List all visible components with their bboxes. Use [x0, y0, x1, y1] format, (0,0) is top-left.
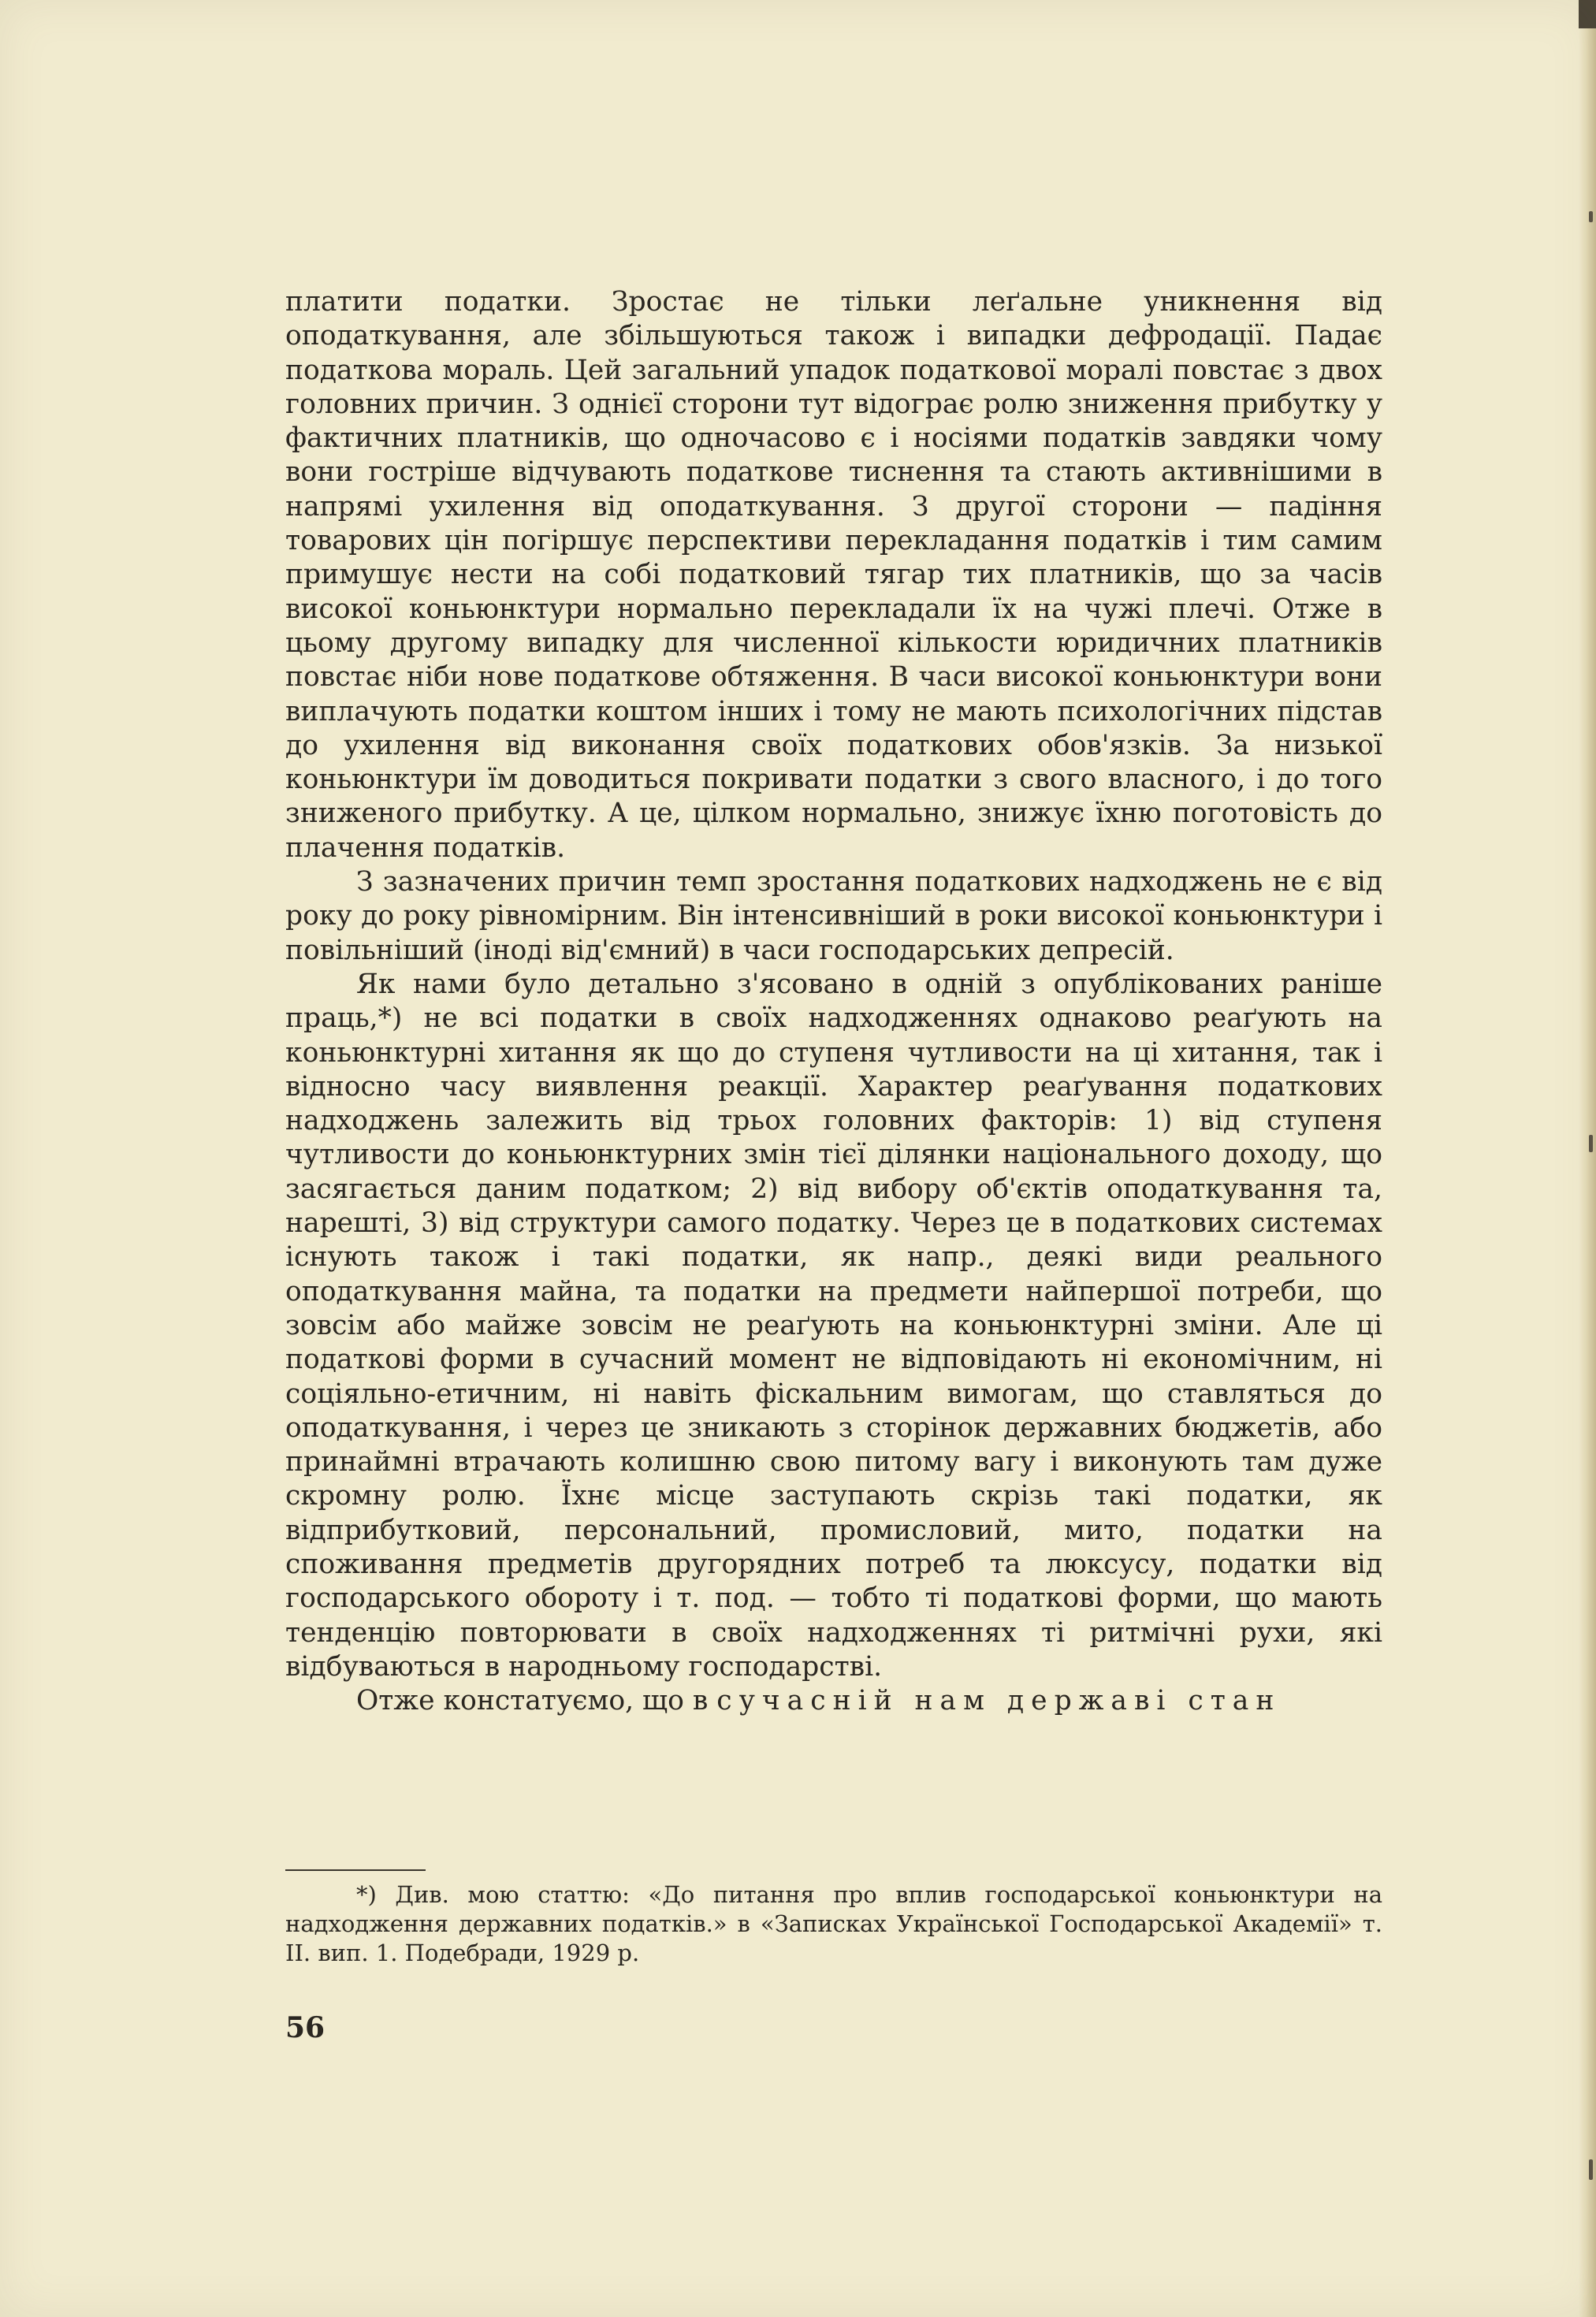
paragraph: Як нами було детально з'ясовано в одній з опублікованих раніше праць,*) не всі податки в своїх надходженнях однаково реаґують на коньюнктурні хитання як що до ступеня чутливости на ці хитання, так і відносно часу виявлення реакції. Характер реаґування податкових надходжень залежить від трьох головних факторів: 1) від ступеня чутливости до коньюнктурних змін тієї ділянки національного доходу, що засягається даним податком; 2) від вибору об'єктів оподаткування та, нарешті, 3) від структури самого податку. Через це в податкових системах існують також і такі податки, як напр., деякі види реального оподаткування майна, та податки на предмети найпершої потреби, що зовсім або майже зовсім не реаґують на коньюнктурні зміни. Але ці податкові форми в сучасний момент не відповідають ні економічним, ні соціяльно-етичним, ні навіть фіскальним вимогам, що ставляться до оподаткування, і через це зникають з сторінок державних бюджетів, або принаймні втрачають колишню свою питому вагу і виконують там дуже скромну ролю. Їхнє місце заступають скрізь такі податки, як відприбутковий, персональний, промисловий, мито, податки на споживання предметів другорядних потреб та люксусу, податки від господарського обороту і т. под. — тобто ті податкові форми, що мають тенденцію повторювати в своїх надходженнях ті ритмічні рухи, які відбуваються в народньому господарстві. [285, 968, 1382, 1683]
edge-mark [1589, 2159, 1593, 2180]
paragraph: З зазначених причин темп зростання податкових надходжень не є від року до року рівномірним. Він інтенсивніший в роки високої коньюнктури і повільніший (іноді від'ємний) в часи господарських депресій. [285, 866, 1382, 966]
edge-mark [1589, 211, 1593, 222]
paragraph-lead: Отже констатуємо, що в [356, 1685, 709, 1717]
scan-corner [1579, 0, 1596, 28]
edge-mark [1589, 1135, 1593, 1152]
paragraph-final [285, 1684, 1382, 1718]
page-number: 56 [285, 2011, 326, 2044]
page-edge [1579, 0, 1596, 2317]
paragraph: платити податки. Зростає не тільки леґальне уникнення від оподаткування, але збільшуються також і випадки дефродації. Падає податкова мораль. Цей загальний упадок податкової моралі повстає з двох головних причин. З однієї сторони тут відограє ролю зниження прибутку у фактичних платників, що одночасово є і носіями податків завдяки чому вони гостріше відчувають податкове тиснення та стають активнішими в напрямі ухилення від оподаткування. З другої сторони — падіння товарових цін погіршує перспективи перекладання податків і тим самим примушує нести на собі податковий тягар тих платників, що за часів високої коньюнктури нормально перекладали їх на чужі плечі. Отже в цьому другому випадку для численної кількости юридичних платників повстає ніби нове податкове обтяження. В часи високої коньюнктури вони виплачують податки коштом інших і тому не мають психологічних підстав до ухилення від виконання своїх податкових обов'язків. За низької коньюнктури їм доводиться покривати податки з свого власного, і до того зниженого прибутку. А це, цілком нормально, знижує їхню поготовість до плачення податків. [285, 286, 1382, 864]
footnote: *) Див. мою статтю: «До питання про вплив господарської коньюнктури на надходження державних податків.» в «Записках Української Господарської Академії» т. II. вип. 1. Подебради, 1929 р. [285, 1881, 1382, 1966]
footnote-rule [285, 1869, 426, 1871]
body-text [285, 285, 1382, 1718]
emphasized-text: сучасній нам державі стан [716, 1685, 1282, 1717]
